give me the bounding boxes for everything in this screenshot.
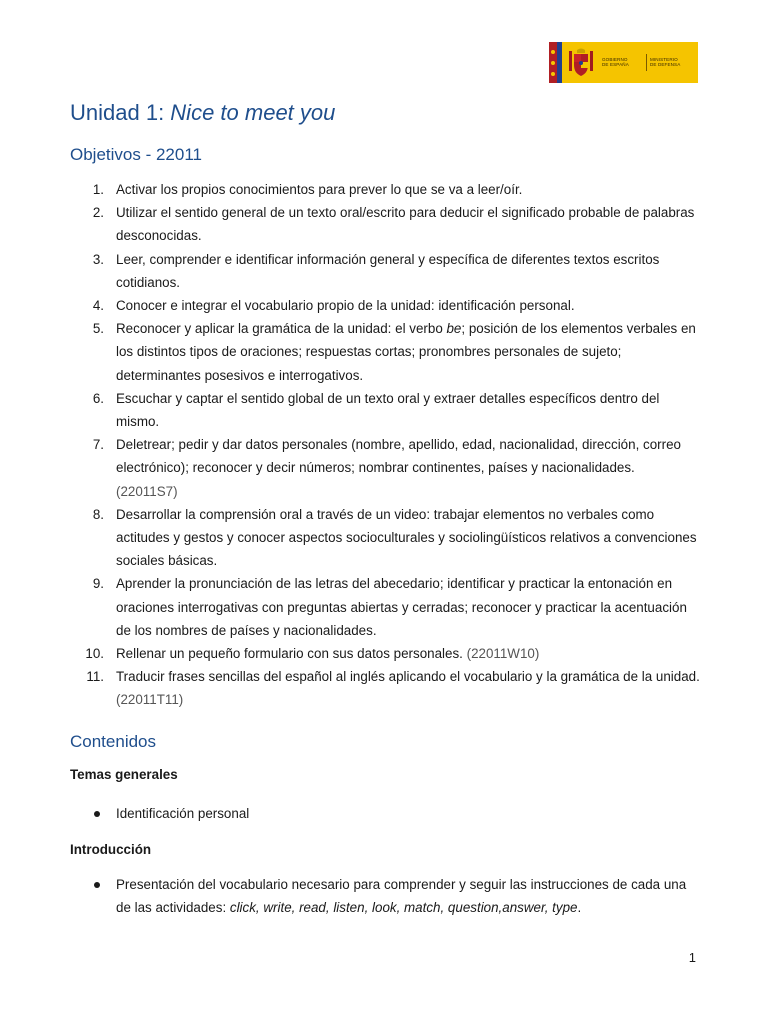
list-item: Presentación del vocabulario necesario para comprender y seguir las instrucciones de cada una de las actividades: click, write, read, listen, look, match, question,answer, type. xyxy=(70,873,700,919)
logo-text-government: GOBIERNO DE ESPAÑA xyxy=(602,57,629,68)
introduction-heading: Introducción xyxy=(70,842,152,857)
government-logo xyxy=(549,42,698,83)
list-item: 3. Leer, comprender e identificar información general y específica de diferentes textos escritos cotidianos. xyxy=(92,251,660,290)
introduction-list xyxy=(70,873,700,919)
list-item: 4. Conocer e integrar el vocabulario propio de la unidad: identificación personal. xyxy=(92,298,575,314)
list-item: Identificación personal xyxy=(70,802,700,825)
general-topics-heading: Temas generales xyxy=(70,767,178,782)
reference-code: (22011W10) xyxy=(466,646,540,662)
list-item: 6. Escuchar y captar el sentido global de un texto oral y extraer detalles específicos dentro del mismo. xyxy=(92,390,660,430)
star-icon xyxy=(551,61,555,65)
logo-text-ministry: MINISTERIO DE DEFENSA xyxy=(650,57,681,68)
list-item: 5. Reconocer y aplicar la gramática de la unidad: el verbo be; posición de los elementos verbales en los distintos tipos de oraciones; respuestas cortas; pronombres personales de sujeto; determinantes posesivos e interrogativos. xyxy=(92,321,696,383)
objectives-list xyxy=(70,178,700,712)
logo-body xyxy=(562,42,698,83)
coat-of-arms-icon xyxy=(568,47,594,78)
page-title: Unidad 1: Nice to meet you xyxy=(70,100,336,125)
objectives-heading: Objetivos - 22011 xyxy=(70,145,202,164)
list-item: 2. Utilizar el sentido general de un texto oral/escrito para deducir el significado probable de palabras desconocidas. xyxy=(92,205,695,244)
page-number: 1 xyxy=(688,950,696,965)
general-topics-list xyxy=(70,802,700,825)
list-item: 10. Rellenar un pequeño formulario con sus datos personales. (22011W10) xyxy=(85,646,540,662)
list-item: 9. Aprender la pronunciación de las letras del abecedario; identificar y practicar la entonación en oraciones interrogativas con preguntas abiertas y cerradas; reconocer y practicar la acentuación de los nombres de países y nacionalidades. xyxy=(92,576,687,638)
reference-code: (22011S7) xyxy=(116,483,178,499)
reference-code: (22011T11) xyxy=(116,692,184,708)
star-icon xyxy=(551,72,555,76)
contents-heading: Contenidos xyxy=(70,732,157,751)
list-item: 8. Desarrollar la comprensión oral a través de un video: trabajar elementos no verbales como actitudes y gestos y conocer aspectos socioculturales y sociolingüísticos relativos a convenciones sociales básicas. xyxy=(92,506,697,569)
star-icon xyxy=(551,50,555,54)
list-item: 7. Deletrear; pedir y dar datos personales (nombre, apellido, edad, nacionalidad, dirección, correo electrónico); reconocer y decir números; nombrar continentes, países y nacionalidades. (22011S7) xyxy=(92,437,681,499)
flag-stripe xyxy=(549,42,557,83)
logo-divider xyxy=(646,54,647,71)
list-item: 11. Traducir frases sencillas del español al inglés aplicando el vocabulario y la gramática de la unidad. (22011T11) xyxy=(86,669,700,708)
list-item: 1. Activar los propios conocimientos para prever lo que se va a leer/oír. xyxy=(92,182,523,197)
